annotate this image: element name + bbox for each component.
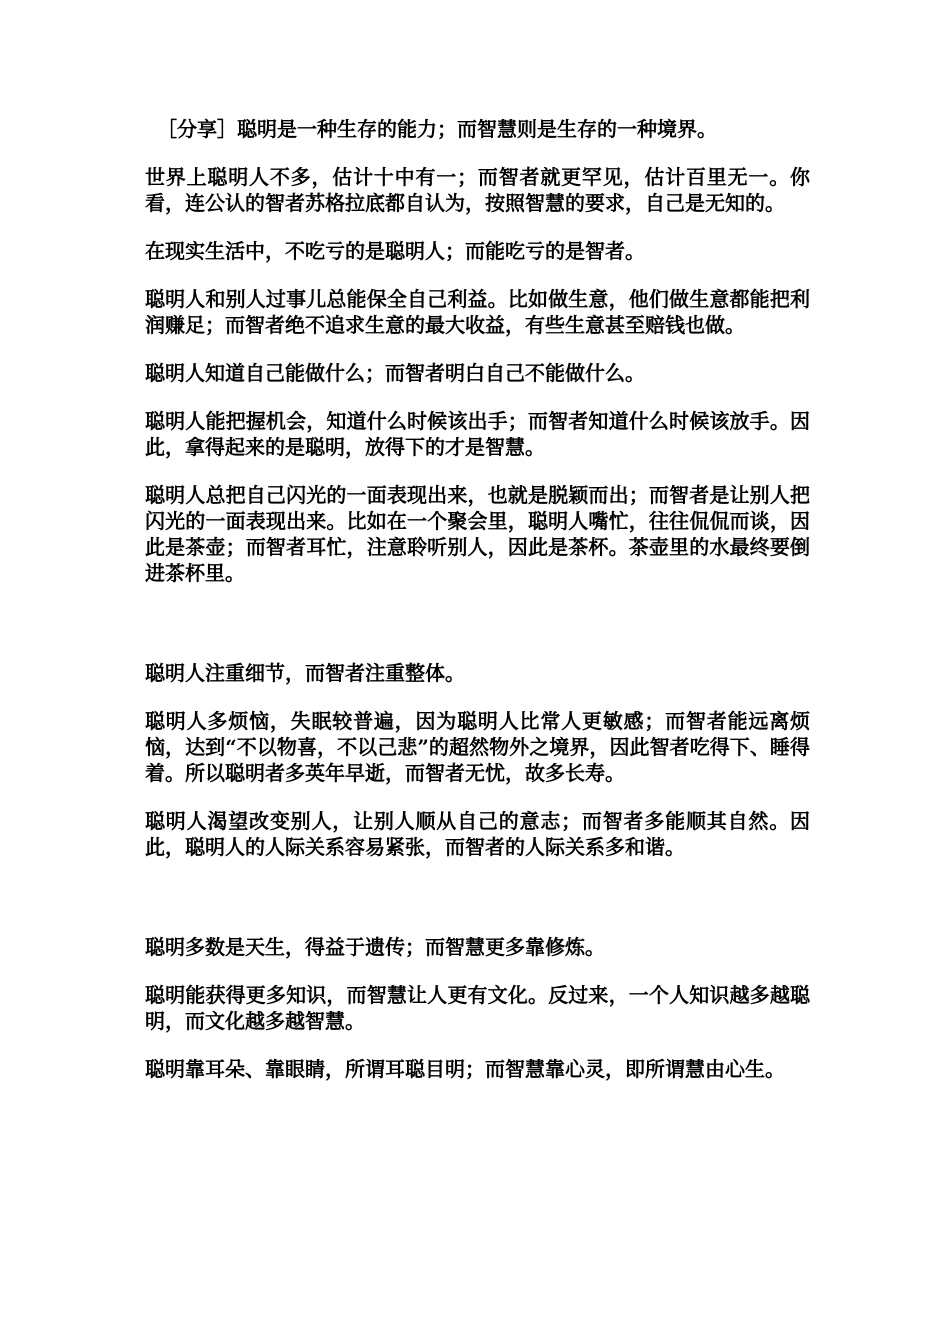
- paragraph: 聪明多数是天生，得益于遗传；而智慧更多靠修炼。: [145, 935, 605, 959]
- paragraph: 聪明人和别人过事儿总能保全自己利益。比如做生意，他们做生意都能把利润赚足；而智者绝不追求生意的最大收益，有些生意甚至赔钱也做。: [145, 287, 810, 337]
- paragraph: 聪明人渴望改变别人，让别人顺从自己的意志；而智者多能顺其自然。因此，聪明人的人际关系容易紧张，而智者的人际关系多和谐。: [145, 809, 810, 859]
- paragraph: 世界上聪明人不多，估计十中有一；而智者就更罕见，估计百里无一。你看，连公认的智者苏格拉底都自认为，按照智慧的要求，自己是无知的。: [145, 165, 810, 215]
- paragraph: 聪明人总把自己闪光的一面表现出来，也就是脱颖而出；而智者是让别人把闪光的一面表现出来。比如在一个聚会里，聪明人嘴忙，往往侃侃而谈，因此是茶壶；而智者耳忙，注意聆听别人，因此是茶杯。茶壶里的水最终要倒进茶杯里。: [145, 483, 810, 585]
- paragraph: 聪明人多烦恼，失眠较普遍，因为聪明人比常人更敏感；而智者能远离烦恼，达到“不以物喜，不以己悲”的超然物外之境界，因此智者吃得下、睡得着。所以聪明者多英年早逝，而智者无忧，故多长寿。: [145, 709, 810, 785]
- paragraph-intro: ［分享］聪明是一种生存的能力；而智慧则是生存的一种境界。: [157, 117, 717, 141]
- paragraph: 聪明靠耳朵、靠眼睛，所谓耳聪目明；而智慧靠心灵，即所谓慧由心生。: [145, 1057, 785, 1081]
- paragraph: 聪明能获得更多知识，而智慧让人更有文化。反过来，一个人知识越多越聪明，而文化越多越智慧。: [145, 983, 810, 1033]
- paragraph: 在现实生活中，不吃亏的是聪明人；而能吃亏的是智者。: [145, 239, 645, 263]
- document-body: [145, 116, 810, 1104]
- paragraph: 聪明人能把握机会，知道什么时候该出手；而智者知道什么时候该放手。因此，拿得起来的是聪明，放得下的才是智慧。: [145, 409, 810, 459]
- paragraph: 聪明人注重细节，而智者注重整体。: [145, 661, 465, 685]
- paragraph: 聪明人知道自己能做什么；而智者明白自己不能做什么。: [145, 361, 645, 385]
